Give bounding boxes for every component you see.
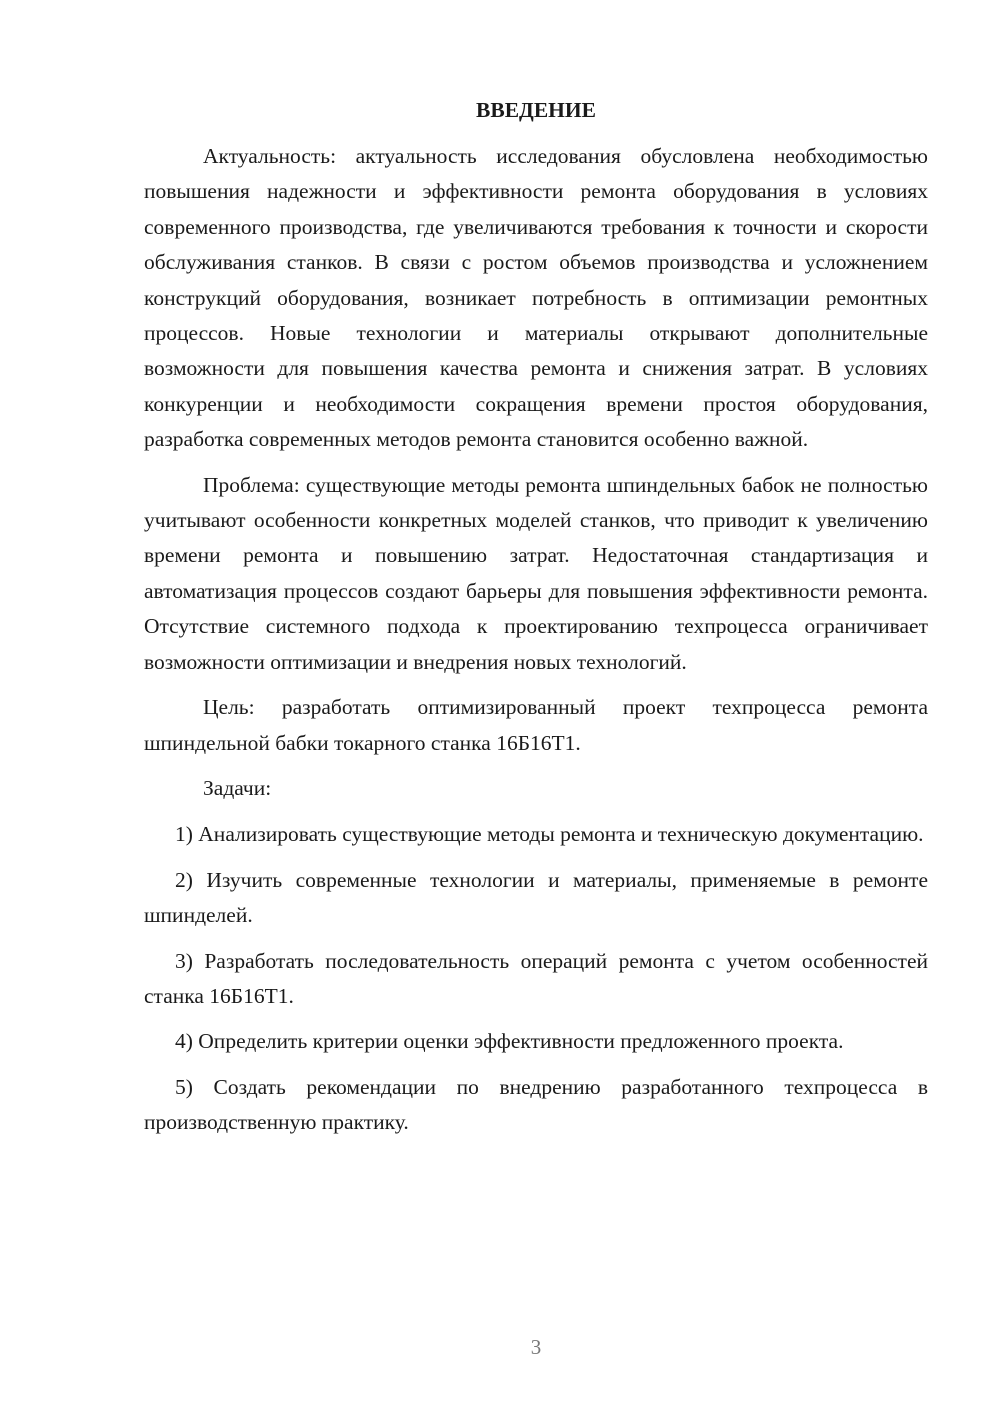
- problem-paragraph: Проблема: существующие методы ремонта шпиндельных бабок не полностью учитывают особенности конкретных моделей станков, что приводит к увеличению времени ремонта и повышению затрат. Недостаточная стандартизация и автоматизация процессов создают барьеры для повышения эффективности ремонта. Отсутствие системного подхода к проектированию техпроцесса ограничивает возможности оптимизации и внедрения новых технологий.: [144, 472, 928, 674]
- tasks-label: Задачи:: [203, 775, 272, 800]
- section-heading: ВВЕДЕНИЕ: [476, 98, 596, 122]
- relevance-paragraph: Актуальность: актуальность исследования обусловлена необходимостью повышения надежности и эффективности ремонта оборудования в условиях современного производства, где увеличиваются требования к точности и скорости обслуживания станков. В связи с ростом объемов производства и усложнением конструкций оборудования, возникает потребность в оптимизации ремонтных процессов. Новые технологии и материалы открывают дополнительные возможности для повышения качества ремонта и снижения затрат. В условиях конкуренции и необходимости сокращения времени простоя оборудования, разработка современных методов ремонта становится особенно важной.: [144, 144, 928, 452]
- page-body: [144, 90, 928, 1151]
- task-item: 3) Разработать последовательность операций ремонта с учетом особенностей станка 16Б16Т1.: [144, 948, 928, 1008]
- task-item: 1) Анализировать существующие методы ремонта и техническую документацию.: [175, 822, 924, 847]
- task-item: 5) Создать рекомендации по внедрению разработанного техпроцесса в производственную практику.: [144, 1074, 928, 1135]
- page-number: 3: [530, 1335, 542, 1359]
- task-item: 2) Изучить современные технологии и материалы, применяемые в ремонте шпинделей.: [144, 867, 928, 928]
- tasks-list: [144, 817, 928, 1140]
- task-item: 4) Определить критерии оценки эффективности предложенного проекта.: [175, 1029, 844, 1054]
- goal-paragraph: Цель: разработать оптимизированный проект техпроцесса ремонта шпиндельной бабки токарного станка 16Б16Т1.: [144, 695, 928, 755]
